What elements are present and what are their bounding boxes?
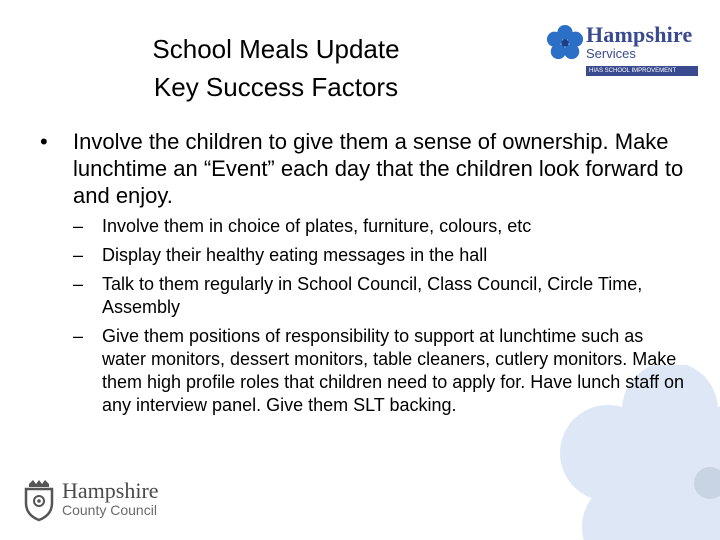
title-line-2: Key Success Factors — [153, 72, 399, 102]
crest-icon — [22, 478, 56, 522]
hampshire-county-council-logo — [22, 478, 192, 524]
county-logo-name: Hampshire — [62, 478, 159, 503]
flower-logo-icon — [546, 24, 584, 62]
sub-bullet-text: Involve them in choice of plates, furniture, colours, etc — [102, 216, 532, 236]
services-logo-sub: Services — [586, 46, 636, 61]
sub-bullet-item — [73, 273, 690, 319]
dash-marker: – — [73, 245, 84, 265]
main-bullet-text: Involve the children to give them a sense of ownership. Make lunchtime an “Event” each day that the children look forward to and enjoy. — [73, 129, 684, 208]
sub-bullet-text: Display their healthy eating messages in the hall — [102, 245, 488, 265]
hampshire-services-logo — [546, 22, 706, 82]
sub-bullet-text: Give them positions of responsibility to support at lunchtime such as water monitors, dessert monitors, table cleaners, cutlery monitors. Make them high profile roles that children need to apply for. Have lunch staff on any interview panel. Give them SLT backing. — [102, 326, 685, 415]
dash-marker: – — [73, 326, 84, 346]
sub-bullet-text: Talk to them regularly in School Council, Class Council, Circle Time, Assembly — [102, 274, 643, 317]
bullet-marker: • — [40, 129, 48, 154]
main-bullet — [40, 128, 690, 209]
dash-marker: – — [73, 274, 84, 294]
slide-title — [96, 30, 456, 106]
services-logo-bar: HIAS SCHOOL IMPROVEMENT — [586, 66, 698, 76]
sub-bullet-item — [73, 244, 690, 267]
bullet-list — [40, 128, 690, 423]
sub-bullet-item — [73, 325, 690, 417]
services-logo-name: Hampshire — [586, 22, 693, 47]
sub-bullet-list — [73, 215, 690, 417]
sub-bullet-item — [73, 215, 690, 238]
county-logo-sub: County Council — [62, 502, 157, 518]
dash-marker: – — [73, 216, 84, 236]
title-line-1: School Meals Update — [152, 34, 400, 64]
